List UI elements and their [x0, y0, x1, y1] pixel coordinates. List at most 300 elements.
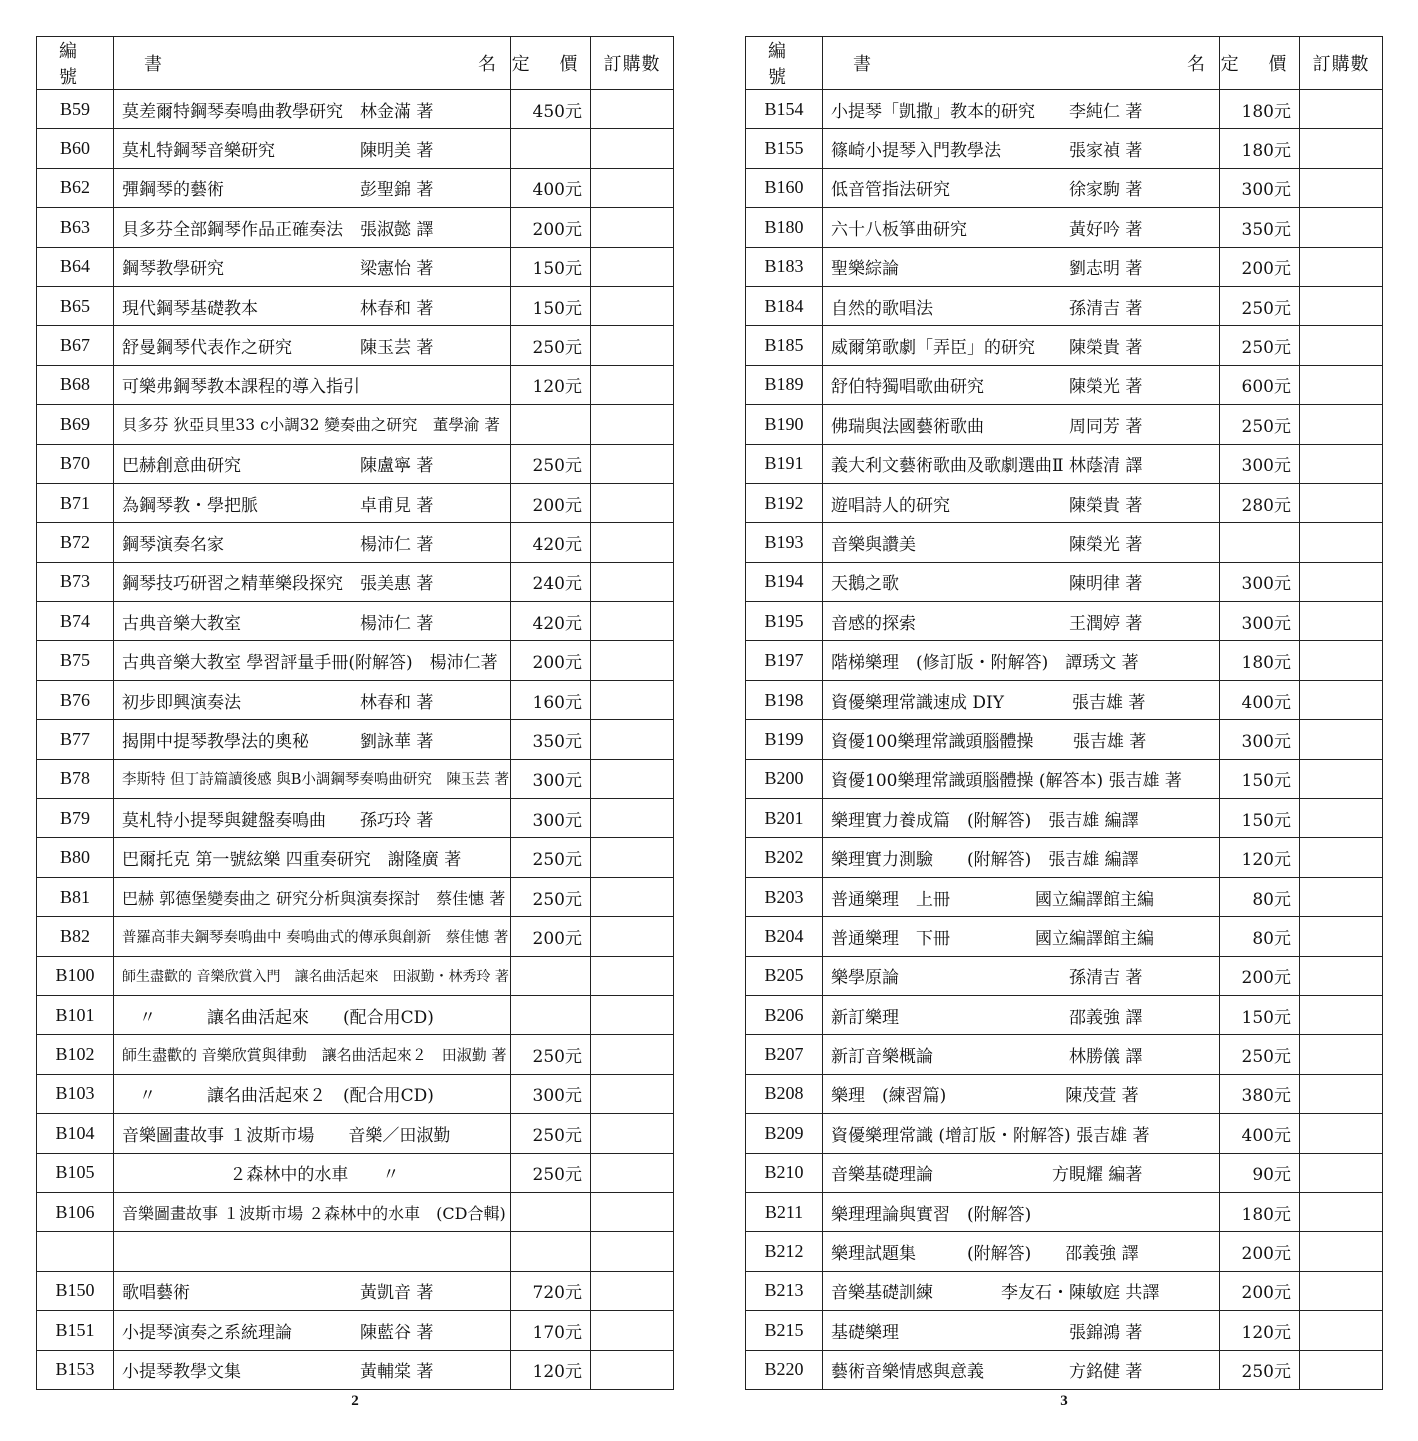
table-row [37, 1114, 674, 1153]
order-quantity-cell[interactable] [591, 326, 674, 365]
table-row [37, 1192, 674, 1231]
book-price: 600元 [1220, 365, 1300, 404]
book-price: 250元 [511, 326, 591, 365]
table-row [746, 1311, 1383, 1350]
table-row [37, 483, 674, 522]
book-title: 巴赫創意曲研究 陳盧寧 著 [114, 444, 511, 483]
header-price: 定 價 [1220, 37, 1300, 90]
book-title: 李斯特 但丁詩篇讀後感 與B小調鋼琴奏鳴曲研究 陳玉芸 著 [114, 759, 511, 798]
order-quantity-cell[interactable] [591, 995, 674, 1034]
book-price: 450元 [511, 90, 591, 129]
book-code: B71 [37, 483, 114, 522]
book-code: B207 [746, 1035, 823, 1074]
book-rows [746, 90, 1383, 1390]
order-quantity-cell[interactable] [1300, 247, 1383, 286]
book-title: 音感的探索 王潤婷 著 [823, 602, 1220, 641]
table-row [746, 1114, 1383, 1153]
book-price [511, 956, 591, 995]
book-code: B154 [746, 90, 823, 129]
book-price: 300元 [1220, 720, 1300, 759]
page-number: 2 [351, 1393, 359, 1409]
book-price: 350元 [511, 720, 591, 759]
book-title: 小提琴演奏之系統理論 陳藍谷 著 [114, 1311, 511, 1350]
book-title: 佛瑞與法國藝術歌曲 周同芳 著 [823, 405, 1220, 444]
book-price: 250元 [1220, 326, 1300, 365]
book-title [114, 1232, 511, 1271]
table-row [37, 208, 674, 247]
table-row [746, 444, 1383, 483]
order-quantity-cell[interactable] [591, 877, 674, 916]
book-price: 300元 [511, 799, 591, 838]
book-price: 180元 [1220, 129, 1300, 168]
book-code: B201 [746, 799, 823, 838]
order-quantity-cell[interactable] [591, 208, 674, 247]
book-title: 音樂基礎理論 方睍耀 編著 [823, 1153, 1220, 1192]
book-price [511, 129, 591, 168]
order-quantity-cell[interactable] [1300, 799, 1383, 838]
book-price: 120元 [511, 1350, 591, 1389]
book-code: B215 [746, 1311, 823, 1350]
book-price: 200元 [511, 483, 591, 522]
book-title: 古典音樂大教室 楊沛仁 著 [114, 602, 511, 641]
book-price [511, 995, 591, 1034]
book-title: 音樂圖畫故事 １波斯市場 ２森林中的水車 (CD合輯) [114, 1192, 511, 1231]
header-title [114, 37, 511, 90]
table-row [746, 680, 1383, 719]
order-quantity-cell[interactable] [1300, 208, 1383, 247]
order-quantity-cell[interactable] [1300, 523, 1383, 562]
book-price: 250元 [511, 838, 591, 877]
order-quantity-cell[interactable] [591, 799, 674, 838]
order-quantity-cell[interactable] [591, 562, 674, 601]
book-price: 250元 [511, 444, 591, 483]
header-code: 編 號 [37, 37, 114, 90]
order-quantity-cell[interactable] [1300, 1074, 1383, 1113]
book-title: 樂學原論 孫清吉 著 [823, 956, 1220, 995]
order-quantity-cell[interactable] [1300, 90, 1383, 129]
book-title: 舒伯特獨唱歌曲研究 陳榮光 著 [823, 365, 1220, 404]
table-row [746, 602, 1383, 641]
book-code: B67 [37, 326, 114, 365]
book-code: B185 [746, 326, 823, 365]
book-title: 樂理實力測驗 (附解答) 張吉雄 編譯 [823, 838, 1220, 877]
table-row [37, 1035, 674, 1074]
order-quantity-cell[interactable] [1300, 720, 1383, 759]
table-row [746, 956, 1383, 995]
table-row [746, 877, 1383, 916]
book-price: 250元 [511, 877, 591, 916]
catalog-page-left [36, 36, 673, 1390]
table-row [37, 523, 674, 562]
order-quantity-cell[interactable] [1300, 1192, 1383, 1231]
book-title: 小提琴「凱撒」教本的研究 李純仁 著 [823, 90, 1220, 129]
table-row [37, 1074, 674, 1113]
order-quantity-cell[interactable] [1300, 759, 1383, 798]
book-title: 威爾第歌劇「弄臣」的研究 陳榮貴 著 [823, 326, 1220, 365]
book-price: 250元 [1220, 1035, 1300, 1074]
order-quantity-cell[interactable] [1300, 365, 1383, 404]
book-price: 300元 [1220, 444, 1300, 483]
header-order: 訂購數 [591, 37, 674, 90]
book-title: 初步即興演奏法 林春和 著 [114, 680, 511, 719]
order-quantity-cell[interactable] [1300, 483, 1383, 522]
header-title-suffix: 名 [478, 54, 496, 75]
table-row [746, 326, 1383, 365]
table-row [746, 286, 1383, 325]
book-price: 300元 [1220, 602, 1300, 641]
order-quantity-cell[interactable] [1300, 168, 1383, 207]
table-row [746, 523, 1383, 562]
book-code: B100 [37, 956, 114, 995]
order-quantity-cell[interactable] [591, 1350, 674, 1389]
book-title: 資優100樂理常識頭腦體操 張吉雄 著 [823, 720, 1220, 759]
book-code: B106 [37, 1192, 114, 1231]
book-code: B64 [37, 247, 114, 286]
book-code: B68 [37, 365, 114, 404]
book-code: B211 [746, 1192, 823, 1231]
book-code: B206 [746, 995, 823, 1034]
book-code [37, 1232, 114, 1271]
book-price: 180元 [1220, 1192, 1300, 1231]
order-quantity-cell[interactable] [591, 444, 674, 483]
table-row [746, 129, 1383, 168]
book-price: 420元 [511, 523, 591, 562]
book-title: 〃 讓名曲活起來 (配合用CD) [114, 995, 511, 1034]
book-title: 揭開中提琴教學法的奧秘 劉詠華 著 [114, 720, 511, 759]
table-row [746, 1350, 1383, 1389]
book-price: 300元 [1220, 562, 1300, 601]
table-row [746, 90, 1383, 129]
book-title: 為鋼琴教・學把脈 卓甫見 著 [114, 483, 511, 522]
book-title: 普通樂理 下冊 國立編譯館主編 [823, 917, 1220, 956]
book-price: 200元 [1220, 956, 1300, 995]
order-quantity-cell[interactable] [1300, 1114, 1383, 1153]
book-price: 80元 [1220, 877, 1300, 916]
table-row [37, 444, 674, 483]
table-row [746, 168, 1383, 207]
table-row [746, 208, 1383, 247]
table-row [37, 1350, 674, 1389]
book-code: B160 [746, 168, 823, 207]
order-quantity-cell[interactable] [591, 1074, 674, 1113]
book-price: 200元 [511, 208, 591, 247]
book-code: B105 [37, 1153, 114, 1192]
order-quantity-cell[interactable] [591, 1271, 674, 1310]
book-title: 莫差爾特鋼琴奏鳴曲教學研究 林金滿 著 [114, 90, 511, 129]
book-price [511, 1232, 591, 1271]
book-price: 250元 [511, 1035, 591, 1074]
book-price: 120元 [1220, 838, 1300, 877]
header-title-prefix: 書 [144, 54, 162, 75]
order-quantity-cell[interactable] [591, 602, 674, 641]
table-row [746, 1074, 1383, 1113]
order-quantity-cell[interactable] [591, 759, 674, 798]
book-code: B195 [746, 602, 823, 641]
book-title: 莫札特小提琴與鍵盤奏鳴曲 孫巧玲 著 [114, 799, 511, 838]
book-price: 300元 [511, 1074, 591, 1113]
order-quantity-cell[interactable] [1300, 129, 1383, 168]
book-code: B78 [37, 759, 114, 798]
order-quantity-cell[interactable] [591, 1311, 674, 1350]
book-code: B104 [37, 1114, 114, 1153]
table-row [37, 1232, 674, 1271]
book-title: 資優樂理常識 (增訂版・附解答) 張吉雄 著 [823, 1114, 1220, 1153]
book-title: 歌唱藝術 黃凱音 著 [114, 1271, 511, 1310]
book-code: B197 [746, 641, 823, 680]
book-price: 720元 [511, 1271, 591, 1310]
book-price: 200元 [511, 641, 591, 680]
order-quantity-cell[interactable] [591, 483, 674, 522]
book-title: 巴爾托克 第一號絃樂 四重奏研究 謝隆廣 著 [114, 838, 511, 877]
book-title: 小提琴教學文集 黃輔棠 著 [114, 1350, 511, 1389]
book-title: 聖樂綜論 劉志明 著 [823, 247, 1220, 286]
book-title: 階梯樂理 (修訂版・附解答) 譚琇文 著 [823, 641, 1220, 680]
book-code: B192 [746, 483, 823, 522]
order-quantity-cell[interactable] [591, 1114, 674, 1153]
order-quantity-cell[interactable] [591, 1192, 674, 1231]
book-price: 170元 [511, 1311, 591, 1350]
order-quantity-cell[interactable] [591, 523, 674, 562]
order-quantity-cell[interactable] [1300, 680, 1383, 719]
book-price: 250元 [1220, 405, 1300, 444]
order-quantity-cell[interactable] [1300, 405, 1383, 444]
header-code: 編 號 [746, 37, 823, 90]
order-quantity-cell[interactable] [1300, 326, 1383, 365]
book-code: B73 [37, 562, 114, 601]
book-code: B59 [37, 90, 114, 129]
book-title: 鋼琴教學研究 梁憲怡 著 [114, 247, 511, 286]
order-quantity-cell[interactable] [1300, 562, 1383, 601]
book-price: 150元 [511, 286, 591, 325]
book-title: 篠崎小提琴入門教學法 張家禎 著 [823, 129, 1220, 168]
book-price: 150元 [511, 247, 591, 286]
book-price: 380元 [1220, 1074, 1300, 1113]
order-quantity-cell[interactable] [591, 917, 674, 956]
book-price: 80元 [1220, 917, 1300, 956]
table-row [37, 286, 674, 325]
book-title: 音樂基礎訓練 李友石・陳敏庭 共譯 [823, 1271, 1220, 1310]
table-row [746, 1153, 1383, 1192]
book-title: 音樂與讚美 陳榮光 著 [823, 523, 1220, 562]
order-quantity-cell[interactable] [591, 956, 674, 995]
book-price: 420元 [511, 602, 591, 641]
book-code: B208 [746, 1074, 823, 1113]
book-code: B180 [746, 208, 823, 247]
table-row [746, 838, 1383, 877]
book-price: 120元 [1220, 1311, 1300, 1350]
book-price: 180元 [1220, 90, 1300, 129]
book-title: 樂理理論與實習 (附解答) [823, 1192, 1220, 1231]
book-code: B210 [746, 1153, 823, 1192]
table-row [746, 799, 1383, 838]
book-title: 師生盡歡的 音樂欣賞入門 讓名曲活起來 田淑勤・林秀玲 著 [114, 956, 511, 995]
order-quantity-cell[interactable] [591, 90, 674, 129]
table-row [37, 680, 674, 719]
order-quantity-cell[interactable] [591, 405, 674, 444]
table-row [37, 90, 674, 129]
table-row [37, 1153, 674, 1192]
order-quantity-cell[interactable] [1300, 602, 1383, 641]
book-price: 350元 [1220, 208, 1300, 247]
book-price: 400元 [1220, 680, 1300, 719]
header-order: 訂購數 [1300, 37, 1383, 90]
book-title: 莫札特鋼琴音樂研究 陳明美 著 [114, 129, 511, 168]
book-title: 師生盡歡的 音樂欣賞與律動 讓名曲活起來２ 田淑勤 著 [114, 1035, 511, 1074]
book-table [745, 36, 1383, 1390]
book-code: B103 [37, 1074, 114, 1113]
order-quantity-cell[interactable] [591, 168, 674, 207]
book-price: 300元 [511, 759, 591, 798]
order-quantity-cell[interactable] [591, 1035, 674, 1074]
book-table [36, 36, 674, 1390]
header-title [823, 37, 1220, 90]
book-code: B202 [746, 838, 823, 877]
table-row [37, 877, 674, 916]
book-code: B220 [746, 1350, 823, 1389]
book-price: 150元 [1220, 995, 1300, 1034]
table-header [746, 37, 1383, 90]
order-quantity-cell[interactable] [1300, 286, 1383, 325]
order-quantity-cell[interactable] [591, 286, 674, 325]
table-row [746, 1271, 1383, 1310]
order-quantity-cell[interactable] [1300, 956, 1383, 995]
catalog-page-right [745, 36, 1382, 1390]
book-title: 低音管指法研究 徐家駒 著 [823, 168, 1220, 207]
book-price [511, 1192, 591, 1231]
order-quantity-cell[interactable] [591, 641, 674, 680]
table-row [746, 917, 1383, 956]
book-code: B209 [746, 1114, 823, 1153]
table-row [746, 405, 1383, 444]
book-title: 義大利文藝術歌曲及歌劇選曲Ⅱ 林蔭清 譯 [823, 444, 1220, 483]
book-code: B69 [37, 405, 114, 444]
table-row [37, 1271, 674, 1310]
book-code: B80 [37, 838, 114, 877]
book-code: B151 [37, 1311, 114, 1350]
order-quantity-cell[interactable] [591, 247, 674, 286]
book-code: B63 [37, 208, 114, 247]
book-price: 300元 [1220, 168, 1300, 207]
book-price: 240元 [511, 562, 591, 601]
book-code: B150 [37, 1271, 114, 1310]
book-code: B213 [746, 1271, 823, 1310]
book-title: 古典音樂大教室 學習評量手冊(附解答) 楊沛仁著 [114, 641, 511, 680]
book-price: 120元 [511, 365, 591, 404]
book-price: 200元 [511, 917, 591, 956]
table-row [37, 720, 674, 759]
table-row [746, 1035, 1383, 1074]
book-code: B194 [746, 562, 823, 601]
order-quantity-cell[interactable] [591, 1153, 674, 1192]
order-quantity-cell[interactable] [1300, 444, 1383, 483]
order-quantity-cell[interactable] [591, 365, 674, 404]
page-number: 3 [1060, 1393, 1068, 1409]
order-quantity-cell[interactable] [1300, 1271, 1383, 1310]
book-price: 400元 [1220, 1114, 1300, 1153]
table-row [746, 995, 1383, 1034]
book-code: B203 [746, 877, 823, 916]
book-title: 鋼琴技巧研習之精華樂段探究 張美惠 著 [114, 562, 511, 601]
book-code: B65 [37, 286, 114, 325]
table-row [37, 247, 674, 286]
book-price [511, 405, 591, 444]
order-quantity-cell[interactable] [591, 720, 674, 759]
order-quantity-cell[interactable] [591, 838, 674, 877]
book-title: 鋼琴演奏名家 楊沛仁 著 [114, 523, 511, 562]
order-quantity-cell[interactable] [1300, 995, 1383, 1034]
book-code: B200 [746, 759, 823, 798]
order-quantity-cell[interactable] [1300, 1153, 1383, 1192]
book-code: B184 [746, 286, 823, 325]
table-row [746, 562, 1383, 601]
table-row [37, 995, 674, 1034]
table-header [37, 37, 674, 90]
book-title: 巴赫 郭德堡變奏曲之 研究分析與演奏探討 蔡佳憓 著 [114, 877, 511, 916]
book-title: 樂理實力養成篇 (附解答) 張吉雄 編譯 [823, 799, 1220, 838]
table-row [37, 602, 674, 641]
order-quantity-cell[interactable] [1300, 1232, 1383, 1271]
book-code: B153 [37, 1350, 114, 1389]
book-title: 六十八板箏曲研究 黃好吟 著 [823, 208, 1220, 247]
book-title: 普羅高菲夫鋼琴奏鳴曲中 奏鳴曲式的傳承與創新 蔡佳憓 著 [114, 917, 511, 956]
book-price: 150元 [1220, 799, 1300, 838]
book-code: B199 [746, 720, 823, 759]
order-quantity-cell[interactable] [1300, 641, 1383, 680]
book-code: B75 [37, 641, 114, 680]
table-row [37, 641, 674, 680]
order-quantity-cell[interactable] [1300, 877, 1383, 916]
book-price: 160元 [511, 680, 591, 719]
book-title: 彈鋼琴的藝術 彭聖錦 著 [114, 168, 511, 207]
table-row [746, 720, 1383, 759]
book-title: 〃 讓名曲活起來２ (配合用CD) [114, 1074, 511, 1113]
order-quantity-cell[interactable] [1300, 838, 1383, 877]
book-code: B198 [746, 680, 823, 719]
book-title: 基礎樂理 張錦鴻 著 [823, 1311, 1220, 1350]
order-quantity-cell[interactable] [1300, 917, 1383, 956]
table-row [37, 838, 674, 877]
book-code: B81 [37, 877, 114, 916]
header-title-suffix: 名 [1187, 54, 1205, 75]
table-row [746, 365, 1383, 404]
book-title: 資優樂理常識速成 DIY 張吉雄 著 [823, 680, 1220, 719]
book-code: B155 [746, 129, 823, 168]
order-quantity-cell[interactable] [1300, 1350, 1383, 1389]
order-quantity-cell[interactable] [1300, 1311, 1383, 1350]
order-quantity-cell[interactable] [591, 129, 674, 168]
book-title: 藝術音樂情感與意義 方銘健 著 [823, 1350, 1220, 1389]
order-quantity-cell[interactable] [591, 680, 674, 719]
table-row [37, 917, 674, 956]
order-quantity-cell[interactable] [591, 1232, 674, 1271]
book-title: 貝多芬全部鋼琴作品正確奏法 張淑懿 譯 [114, 208, 511, 247]
book-code: B76 [37, 680, 114, 719]
book-price [1220, 523, 1300, 562]
book-title: 天鵝之歌 陳明律 著 [823, 562, 1220, 601]
book-code: B102 [37, 1035, 114, 1074]
table-row [37, 168, 674, 207]
book-code: B183 [746, 247, 823, 286]
book-price: 200元 [1220, 1232, 1300, 1271]
table-row [37, 365, 674, 404]
table-row [37, 799, 674, 838]
book-code: B82 [37, 917, 114, 956]
order-quantity-cell[interactable] [1300, 1035, 1383, 1074]
table-row [746, 759, 1383, 798]
book-title: 可樂弗鋼琴教本課程的導入指引 [114, 365, 511, 404]
book-price: 400元 [511, 168, 591, 207]
book-code: B79 [37, 799, 114, 838]
